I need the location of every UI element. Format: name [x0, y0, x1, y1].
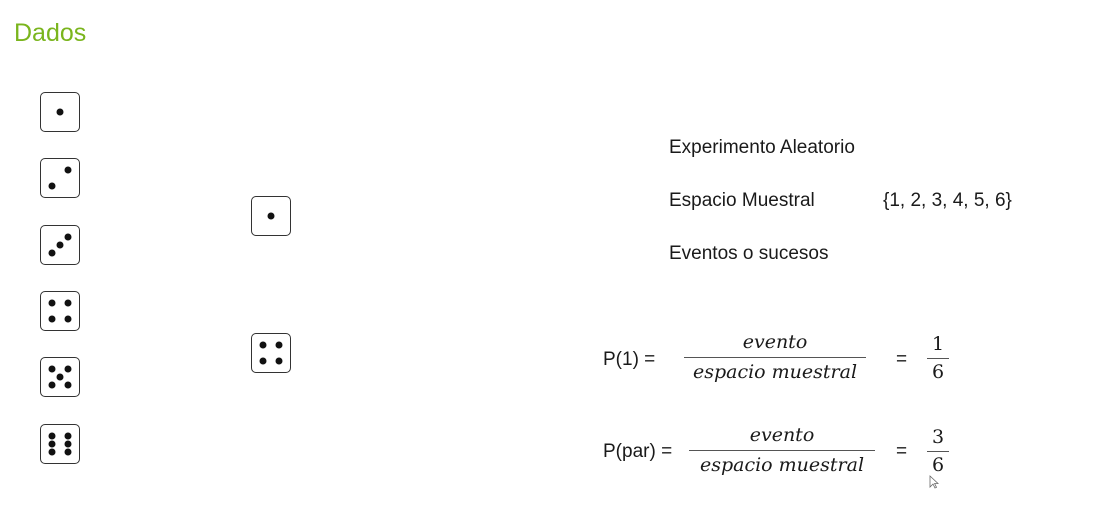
formula2-result-num: 3	[931, 426, 945, 448]
formula1-label: P(1) =	[603, 349, 656, 370]
die-pip	[48, 250, 55, 257]
formula1-numerator: evento	[742, 331, 808, 353]
die-pip	[259, 358, 266, 365]
die-pip	[48, 432, 55, 439]
die-face-one-icon	[251, 196, 291, 236]
die-pip	[48, 365, 55, 372]
die-pip	[65, 316, 72, 323]
formula1-result	[927, 333, 949, 383]
die-pip	[65, 432, 72, 439]
formula2-result-den: 6	[931, 454, 945, 476]
die-pip	[48, 382, 55, 389]
die-pip	[268, 213, 275, 220]
formula2-result	[927, 426, 949, 476]
die-pip	[65, 382, 72, 389]
formula2-fraction	[689, 424, 875, 476]
die-face-six-icon	[40, 424, 80, 464]
concept-eventos: Eventos o sucesos	[669, 243, 829, 264]
die-pip	[48, 441, 55, 448]
die-pip	[65, 233, 72, 240]
die-pip	[57, 374, 64, 381]
die-pip	[276, 341, 283, 348]
formula1-result-bar	[927, 358, 949, 359]
die-pip	[259, 341, 266, 348]
formula2-bar	[689, 450, 875, 451]
page-title: Dados	[14, 19, 87, 47]
die-pip	[48, 183, 55, 190]
die-pip	[65, 166, 72, 173]
formula1-result-num: 1	[931, 333, 945, 355]
die-pip	[65, 441, 72, 448]
die-pip	[48, 316, 55, 323]
die-pip	[57, 242, 64, 249]
die-face-two-icon	[40, 158, 80, 198]
concept-espacio-muestral: Espacio Muestral	[669, 190, 815, 211]
formula1-equals: =	[896, 349, 908, 370]
espacio-muestral-set: {1, 2, 3, 4, 5, 6}	[883, 190, 1012, 211]
die-face-one-icon	[40, 92, 80, 132]
concept-experimento: Experimento Aleatorio	[669, 137, 855, 158]
die-face-three-icon	[40, 225, 80, 265]
die-pip	[57, 109, 64, 116]
die-pip	[48, 299, 55, 306]
formula2-denominator: espacio muestral	[699, 454, 865, 476]
formula1-fraction	[684, 331, 866, 383]
die-face-four-icon	[40, 291, 80, 331]
formula2-numerator: evento	[749, 424, 815, 446]
die-pip	[48, 449, 55, 456]
formula2-result-bar	[927, 451, 949, 452]
die-pip	[276, 358, 283, 365]
formula1-denominator: espacio muestral	[692, 361, 858, 383]
formula2-equals: =	[896, 441, 908, 462]
die-face-five-icon	[40, 357, 80, 397]
mouse-cursor-icon	[929, 475, 939, 489]
formula1-bar	[684, 357, 866, 358]
die-pip	[65, 449, 72, 456]
die-pip	[65, 299, 72, 306]
die-pip	[65, 365, 72, 372]
formula2-label: P(par) =	[603, 441, 673, 462]
die-face-four-icon	[251, 333, 291, 373]
formula1-result-den: 6	[931, 361, 945, 383]
